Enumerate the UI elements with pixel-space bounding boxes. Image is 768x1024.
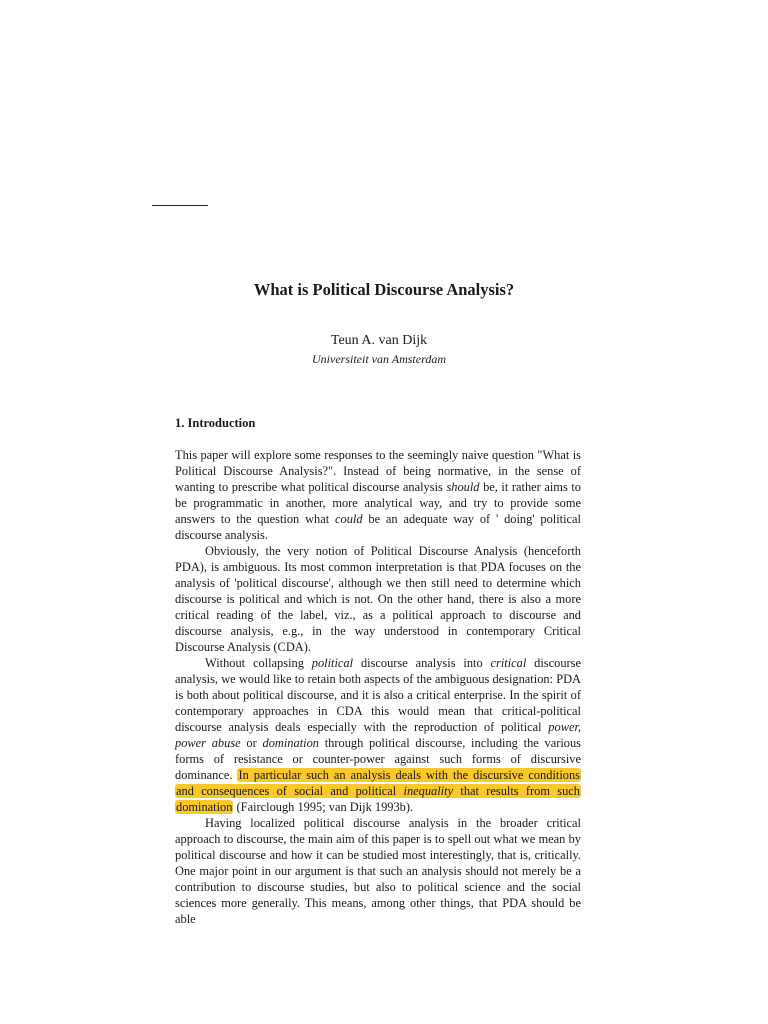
author-affiliation: Universiteit van Amsterdam [312, 352, 446, 366]
paragraph-2: Obviously, the very notion of Political Discourse Analysis (henceforth PDA), is ambiguous. Its most common interpretation is that PDA focuses on the analysis of 'political discourse', although we then still need to determine which discourse is political and which is not. On the other hand, there is also a more critical reading of the label, viz., as a political approach to discourse and discourse analysis, e.g., in the way understood in contemporary Critical Discourse Analysis (CDA). [175, 544, 581, 654]
p1-italic-should: should [446, 480, 480, 494]
p1-text-a: This paper will explore some responses to the seemingly naive question "What is Political Discourse Analysis?". Instead of being normative, in the sense of wanting to prescribe what political discourse analysis [175, 448, 581, 494]
hl-text-a: In particular such an analysis deals with the discursive conditions and consequences of social and political [176, 768, 580, 798]
paragraph-1 [175, 447, 581, 543]
p3-text-j: (Fairclough 1995; van Dijk 1993b). [233, 800, 414, 814]
p3-text-a: Without collapsing [205, 656, 312, 670]
hl-italic-inequality: inequality [403, 784, 454, 798]
paragraph-3 [175, 655, 581, 815]
paper-title: What is Political Discourse Analysis? [253, 280, 515, 299]
p1-text-c: be, it rather aims to be programmatic in another, more analytical way, and try to provide some answers to the question what [175, 480, 581, 526]
body-text [175, 447, 581, 927]
p1-italic-could: could [335, 512, 363, 526]
p3-text-e: discourse analysis, we would like to retain both aspects of the ambiguous designation: PDA is both about political discourse, and it is also a critical enterprise. In the spirit of contemporary approaches in CDA this would mean that critical-political discourse analysis deals especially with the reproduction of political [175, 656, 581, 734]
author-name: Teun A. van Dijk [330, 333, 428, 348]
p1-text-e: be an adequate way of ' doing' political discourse analysis. [175, 512, 581, 542]
p3-text-c: discourse analysis into [353, 656, 491, 670]
p3-italic-domination: domination [262, 736, 319, 750]
paragraph-4: Having localized political discourse analysis in the broader critical approach to discourse, the main aim of this paper is to spell out what we mean by political discourse and how it can be studied most interestingly, that is, critically. One major point in our argument is that such an analysis should not merely be a contribution to discourse studies, but also to political science and the social sciences more generally. This means, among other things, that PDA should be able [175, 816, 581, 926]
p3-italic-political: political [311, 656, 354, 670]
section-heading: 1. Introduction [175, 416, 256, 430]
p3-italic-critical: critical [490, 656, 527, 670]
p3-italic-power: power, power abuse [175, 720, 581, 750]
hl-text-c: that results from such domination [176, 784, 580, 814]
top-rule [152, 205, 208, 206]
p3-text-g: or [240, 736, 263, 750]
p3-text-i: through political discourse, including the various forms of resistance or counter-power against such forms of discursive dominance. [175, 736, 582, 782]
